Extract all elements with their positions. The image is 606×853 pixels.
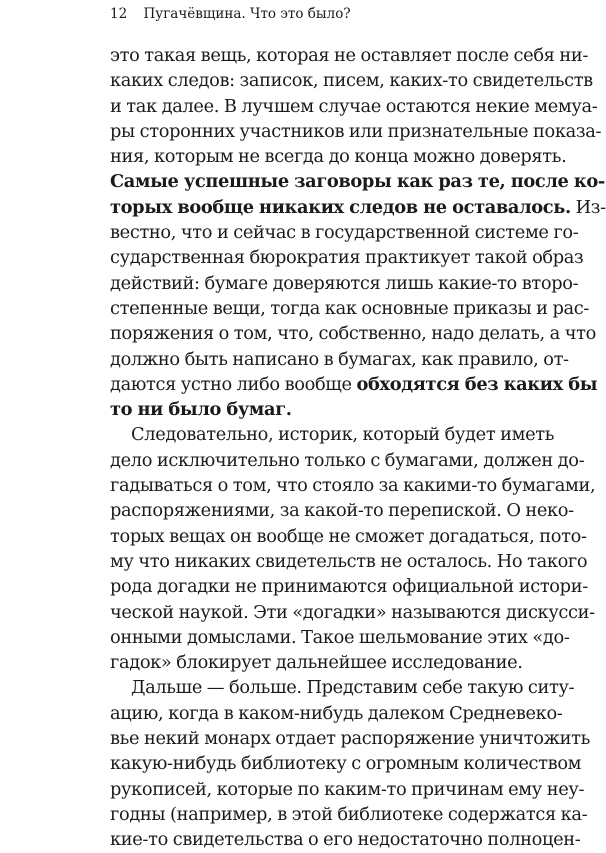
text-run: гадываться о том, что стояло за какими-то бумагами, [110, 475, 596, 497]
bold-text-run: обходятся без каких бы [356, 373, 598, 395]
text-line [110, 726, 590, 751]
text-line [110, 650, 523, 675]
text-line [110, 574, 588, 599]
text-line [110, 169, 605, 194]
text-run: распоряжениями, за какой-то перепиской. О неко- [110, 500, 574, 522]
text-run: степенные вещи, тогда как основные приказы и рас- [110, 297, 589, 319]
text-line [110, 119, 602, 144]
text-run: гадок» блокирует дальнейшее исследование. [110, 652, 523, 674]
text-run: сударственная бюрократия практикует такой образ [110, 247, 584, 269]
text-run: даются устно либо вообще [110, 373, 357, 395]
text-run: Дальше — больше. Представим себе такую ситу- [131, 677, 575, 699]
text-line [110, 448, 585, 473]
text-run: кие-то свидетельства о его недостаточно полноцен- [110, 829, 581, 851]
text-run: му что никаких свидетельств не осталось. Но такого [110, 550, 588, 572]
text-run: должно быть написано в бумагах, как правило, от- [110, 348, 569, 370]
text-line [110, 473, 596, 498]
bold-text-run: то ни было бумаг. [110, 399, 292, 421]
text-line [110, 195, 606, 220]
text-run: рода догадки не принимаются официальной истори- [110, 576, 588, 598]
text-line [110, 321, 596, 346]
text-run: торых вещах он вообще не сможет догадаться, пото- [110, 525, 587, 547]
text-line [110, 43, 589, 68]
text-run: Из- [570, 196, 606, 218]
text-run: и так далее. В лучшем случае остаются некие мемуа- [110, 95, 598, 117]
text-run: онными домыслами. Такое шельмование этих «до- [110, 626, 570, 648]
text-run: рукописей, которые по каким-то причинам ему неу- [110, 778, 585, 800]
text-line [110, 372, 598, 397]
text-line [110, 220, 579, 245]
text-line [110, 397, 502, 422]
text-line [110, 68, 593, 93]
text-line [110, 422, 555, 447]
text-line [110, 600, 595, 625]
text-run: годны (например, в этой библиотеке содержатся ка- [110, 803, 588, 825]
text-line [110, 144, 567, 169]
bold-text-run: Самые успешные заговоры как раз те, после ко- [110, 171, 605, 193]
text-line [110, 701, 563, 726]
text-run: вье некий монарх отдает распоряжение уничтожить [110, 728, 590, 750]
text-line [110, 675, 575, 700]
text-run: ческой наукой. Эти «догадки» называются дискусси- [110, 601, 595, 623]
text-line [110, 347, 569, 372]
text-run: поряжения о том, что, собственно, надо делать, а что [110, 323, 596, 345]
text-run: ния, которым не всегда до конца можно доверять. [110, 146, 567, 168]
page-number: 12 [110, 6, 128, 22]
running-title: Пугачёвщина. Что это было? [143, 6, 351, 22]
text-run: ацию, когда в каком-нибудь далеком Средневеко- [110, 702, 563, 724]
text-run: какую-нибудь библиотеку с огромным количеством [110, 753, 582, 775]
text-run: действий: бумаге доверяются лишь какие-то второ- [110, 272, 579, 294]
text-line [110, 296, 589, 321]
text-line [110, 827, 581, 852]
body-text [110, 43, 606, 853]
text-line [110, 524, 587, 549]
bold-text-run: торых вообще никаких следов не оставалось. [110, 196, 571, 218]
text-line [110, 802, 588, 827]
text-run: ры сторонних участников или признательные показа- [110, 120, 602, 142]
text-line [110, 777, 585, 802]
text-line [110, 549, 588, 574]
text-line [110, 94, 598, 119]
text-line [110, 625, 570, 650]
text-run: Следовательно, историк, который будет иметь [131, 424, 555, 446]
text-run: вестно, что и сейчас в государственной системе го- [110, 222, 579, 244]
text-run: дело исключительно только с бумагами, должен до- [110, 449, 585, 471]
text-line [110, 498, 574, 523]
text-run: каких следов: записок, писем, каких-то свидетельств [110, 70, 593, 92]
text-line [110, 271, 579, 296]
text-line [110, 751, 582, 776]
text-run: это такая вещь, которая не оставляет после себя ни- [110, 45, 589, 66]
text-line [110, 245, 584, 270]
running-head [110, 4, 510, 24]
